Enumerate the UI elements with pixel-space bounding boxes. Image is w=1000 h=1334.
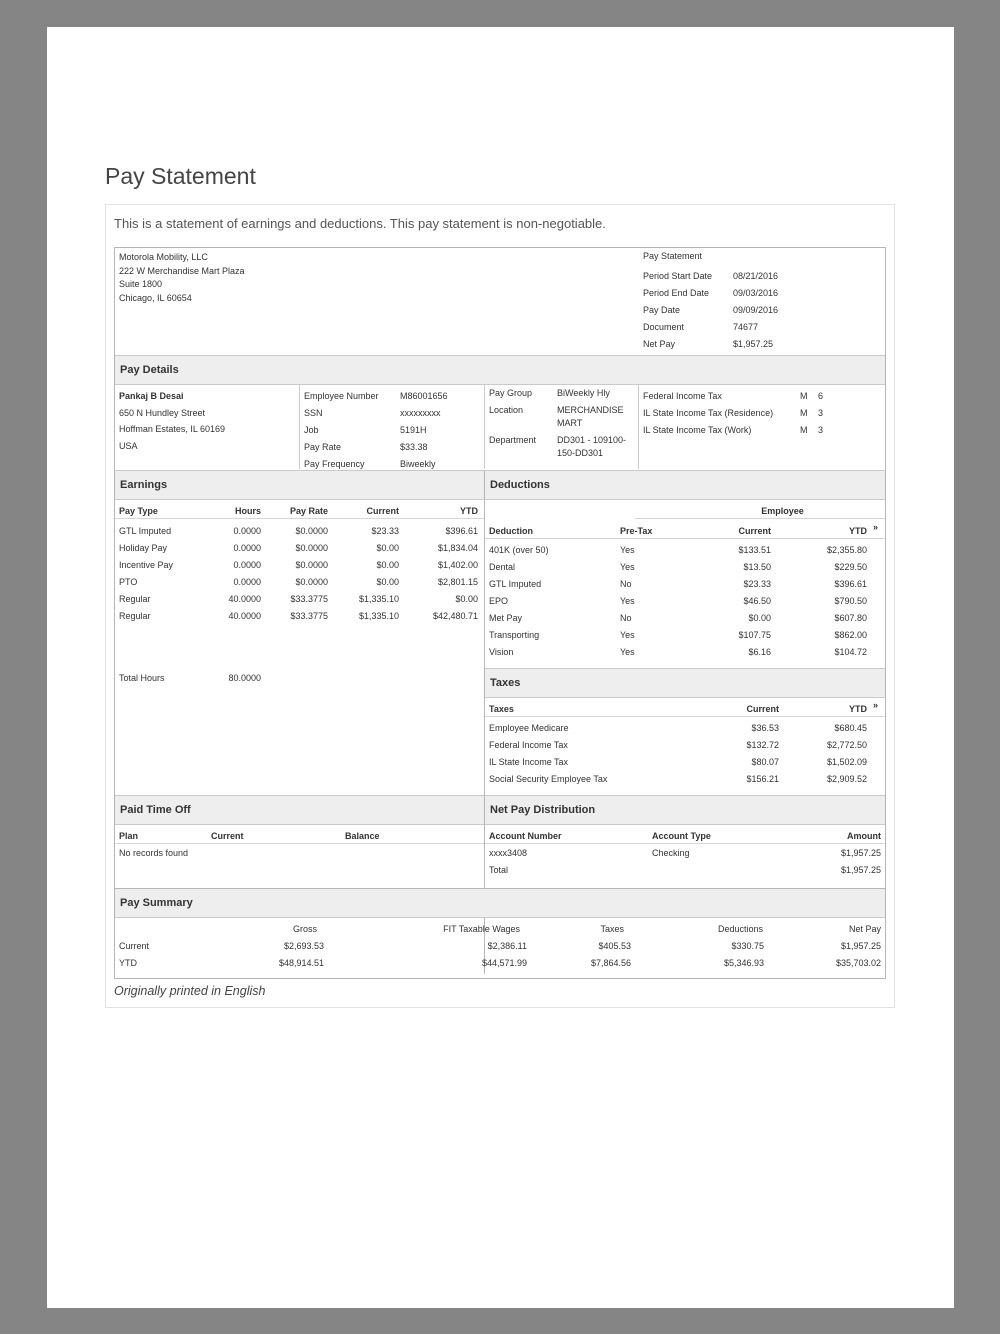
summary-col-header: FIT Taxable Wages — [443, 924, 520, 934]
employee-group-header: Employee — [761, 506, 804, 516]
hours: 0.0000 — [233, 560, 261, 570]
current: $1,335.10 — [358, 611, 399, 621]
deductions: $5,346.93 — [723, 958, 764, 968]
statement-row-label: Period End Date — [643, 288, 710, 298]
header-rule — [485, 843, 885, 844]
ytd: $104.72 — [834, 647, 867, 657]
pay-statement-page — [47, 27, 954, 1308]
employee-info-row — [304, 405, 484, 422]
tax-status — [643, 388, 843, 439]
statement-frame — [105, 204, 895, 1008]
table-row — [489, 542, 869, 559]
statement-document — [114, 247, 886, 979]
ytd: $607.80 — [834, 613, 867, 623]
footer-note: Originally printed in English — [114, 984, 266, 998]
info-value: 5191H — [400, 425, 427, 435]
table-row — [489, 720, 869, 737]
tax-status-code: M — [800, 425, 808, 435]
tax-status-row — [643, 405, 843, 422]
earnings-col-header: YTD — [460, 506, 478, 516]
deductions-col-header: Current — [738, 526, 771, 536]
paid-time-off-header: Paid Time Off — [115, 795, 484, 825]
employee-address-line: 650 N Hundley Street — [119, 407, 206, 418]
tax-status-label: IL State Income Tax (Work) — [643, 425, 752, 435]
employee-address-line: USA — [119, 440, 138, 451]
npd-total-value: $1,957.25 — [840, 865, 881, 875]
pre-tax: Yes — [620, 596, 635, 606]
tax-name: Federal Income Tax — [489, 740, 568, 750]
table-row — [489, 559, 869, 576]
pto-empty-message: No records found — [119, 848, 189, 858]
table-row — [119, 557, 480, 574]
table-row — [119, 523, 480, 540]
statement-heading: Pay Statement — [643, 251, 703, 261]
group-rule — [635, 518, 885, 519]
employee-info — [304, 388, 484, 473]
statement-row-value: 08/21/2016 — [733, 271, 779, 281]
ytd: $2,355.80 — [826, 545, 867, 555]
summary-row-label: YTD — [119, 958, 137, 968]
deduction-name: 401K (over 50) — [489, 545, 549, 555]
earnings-col-header: Pay Type — [119, 506, 158, 516]
ytd: $862.00 — [834, 630, 867, 640]
info-value: Biweekly — [400, 459, 436, 469]
account-amount: $1,957.25 — [840, 848, 881, 858]
employee-info-row — [304, 422, 484, 439]
info-label: Pay Rate — [304, 442, 342, 452]
total-hours-value: 80.0000 — [228, 673, 261, 683]
pay-type: Regular — [119, 611, 151, 621]
tax-status-count: 3 — [818, 408, 824, 418]
account-type: Checking — [652, 848, 690, 858]
tax-status-count: 6 — [818, 391, 824, 401]
pto-col-header: Current — [211, 831, 244, 841]
net-pay: $1,957.25 — [840, 941, 881, 951]
ytd: $2,909.52 — [826, 774, 867, 784]
pay-group-label: Pay Group — [489, 388, 533, 398]
taxes-col-header: YTD — [849, 704, 867, 714]
pay-summary-header: Pay Summary — [115, 888, 885, 918]
summary-row-label-spacer — [115, 921, 219, 938]
table-row — [489, 627, 869, 644]
info-label: Employee Number — [304, 391, 379, 401]
table-row — [119, 540, 480, 557]
current: $36.53 — [751, 723, 779, 733]
statement-row — [643, 285, 803, 302]
pto-col-header: Balance — [345, 831, 380, 841]
total-hours-label: Total Hours — [119, 673, 165, 683]
statement-row-value: $1,957.25 — [733, 339, 774, 349]
tax-status-code: M — [800, 391, 808, 401]
tax-status-label: IL State Income Tax (Residence) — [643, 408, 774, 418]
company-name: Motorola Mobility, LLC — [119, 252, 208, 262]
earnings-rows — [119, 523, 480, 625]
statement-row — [643, 302, 803, 319]
hours: 40.0000 — [228, 594, 261, 604]
current: $107.75 — [738, 630, 771, 640]
pay-rate: $0.0000 — [295, 526, 328, 536]
summary-header-row — [115, 921, 881, 938]
tax-status-code: M — [800, 408, 808, 418]
pre-tax: Yes — [620, 545, 635, 555]
pay-details-header: Pay Details — [115, 355, 885, 385]
header-rule — [485, 716, 885, 717]
current: $23.33 — [743, 579, 771, 589]
location-value: MERCHANDISE — [557, 405, 624, 415]
pre-tax: Yes — [620, 562, 635, 572]
tax-status-row — [643, 388, 843, 405]
statement-row — [643, 336, 803, 353]
statement-row — [643, 268, 803, 285]
pay-type: Regular — [119, 594, 151, 604]
hours: 0.0000 — [233, 543, 261, 553]
current: $0.00 — [376, 543, 399, 553]
fit-taxable-wages: $44,571.99 — [481, 958, 527, 968]
pay-group-value: BiWeekly Hly — [557, 388, 610, 398]
summary-col-header: Gross — [292, 924, 317, 934]
taxes-col-header: Taxes — [489, 704, 514, 714]
earnings-header: Earnings — [115, 470, 484, 500]
current: $13.50 — [743, 562, 771, 572]
company-address — [119, 251, 245, 305]
header-rule — [115, 518, 484, 519]
employee-name: Pankaj B Desai — [119, 391, 184, 401]
current: $133.51 — [738, 545, 771, 555]
deduction-name: Transporting — [489, 630, 540, 640]
tax-name: Employee Medicare — [489, 723, 569, 733]
table-row — [115, 938, 881, 955]
tax-name: IL State Income Tax — [489, 757, 569, 767]
department-value: 150-DD301 — [557, 448, 604, 458]
ytd: $42,480.71 — [432, 611, 478, 621]
fit-taxable-wages: $2,386.11 — [487, 941, 527, 951]
pre-tax: Yes — [620, 647, 635, 657]
taxes-header: Taxes — [485, 668, 885, 698]
ytd: $229.50 — [834, 562, 867, 572]
statement-row-label: Period Start Date — [643, 271, 713, 281]
pay-type: Holiday Pay — [119, 543, 168, 553]
deductions-header: Deductions — [484, 470, 885, 500]
header-rule — [485, 538, 885, 539]
ytd: $2,772.50 — [826, 740, 867, 750]
ytd: $680.45 — [834, 723, 867, 733]
hours: 0.0000 — [233, 526, 261, 536]
taxes: $7,864.56 — [590, 958, 631, 968]
pay-rate: $0.0000 — [295, 543, 328, 553]
summary-col-header: Net Pay — [848, 924, 881, 934]
info-value: xxxxxxxxx — [400, 408, 441, 418]
pto-col-header: Plan — [119, 831, 139, 841]
info-label: SSN — [304, 408, 323, 418]
department-value: DD301 - 109100- — [557, 435, 627, 445]
deduction-name: GTL Imputed — [489, 579, 542, 589]
current: $132.72 — [746, 740, 779, 750]
pre-tax: Yes — [620, 630, 635, 640]
pay-rate: $0.0000 — [295, 577, 328, 587]
divider — [484, 385, 485, 469]
table-row — [489, 610, 869, 627]
hours: 0.0000 — [233, 577, 261, 587]
table-row — [119, 574, 480, 591]
deduction-name: Vision — [489, 647, 514, 657]
company-address-line: 222 W Merchandise Mart Plaza — [119, 265, 245, 276]
header-rule — [115, 843, 484, 844]
taxes-rows — [489, 720, 869, 788]
deductions-rows — [489, 542, 869, 661]
tax-name: Social Security Employee Tax — [489, 774, 608, 784]
deductions-col-header: YTD — [849, 526, 867, 536]
net-pay: $35,703.02 — [835, 958, 881, 968]
info-label: Pay Frequency — [304, 459, 365, 469]
ytd: $396.61 — [834, 579, 867, 589]
hours: 40.0000 — [228, 611, 261, 621]
table-row — [489, 771, 869, 788]
divider — [638, 385, 639, 469]
statement-row-label: Net Pay — [643, 339, 676, 349]
location-label: Location — [489, 405, 524, 415]
ytd: $2,801.15 — [437, 577, 478, 587]
taxes: $405.53 — [598, 941, 631, 951]
tax-status-count: 3 — [818, 425, 824, 435]
deduction-name: EPO — [489, 596, 509, 606]
ytd: $396.61 — [445, 526, 478, 536]
intro-text: This is a statement of earnings and deductions. This pay statement is non-negotiable. — [114, 216, 606, 231]
statement-row-value: 09/03/2016 — [733, 288, 779, 298]
deductions: $330.75 — [731, 941, 764, 951]
deductions-col-header: Deduction — [489, 526, 533, 536]
statement-row — [643, 319, 803, 336]
pay-summary-table — [115, 921, 881, 972]
statement-row-label: Pay Date — [643, 305, 681, 315]
employee-address — [119, 388, 225, 454]
npd-col-header: Account Number — [489, 831, 562, 841]
pay-type: PTO — [119, 577, 138, 587]
employee-info-row — [304, 439, 484, 456]
gross: $48,914.51 — [278, 958, 324, 968]
current: $0.00 — [748, 613, 771, 623]
company-address-line: Suite 1800 — [119, 279, 163, 289]
deduction-name: Dental — [489, 562, 516, 572]
table-row — [489, 737, 869, 754]
info-value: M86001656 — [400, 391, 448, 401]
table-row — [119, 591, 480, 608]
statement-info — [643, 268, 803, 353]
earnings-col-header: Current — [366, 506, 399, 516]
table-row — [489, 644, 869, 661]
net-pay-distribution-header: Net Pay Distribution — [485, 795, 885, 825]
employee-info-row — [304, 388, 484, 405]
ytd: $790.50 — [834, 596, 867, 606]
table-row — [119, 608, 480, 625]
department-label: Department — [489, 435, 537, 445]
divider — [299, 385, 300, 469]
ytd: $0.00 — [455, 594, 478, 604]
current: $23.33 — [371, 526, 399, 536]
summary-col-header: Taxes — [600, 924, 624, 934]
pay-rate: $0.0000 — [295, 560, 328, 570]
summary-col-header: Deductions — [717, 924, 763, 934]
ytd: $1,502.09 — [826, 757, 867, 767]
company-address-line: Chicago, IL 60654 — [119, 292, 192, 303]
expand-chevron-icon[interactable]: » — [873, 522, 879, 532]
table-row — [489, 593, 869, 610]
pay-type: GTL Imputed — [119, 526, 172, 536]
current: $46.50 — [743, 596, 771, 606]
pre-tax: No — [620, 613, 632, 623]
table-row — [115, 955, 881, 972]
info-label: Job — [304, 425, 319, 435]
taxes-col-header: Current — [746, 704, 779, 714]
earnings-col-header: Hours — [234, 506, 261, 516]
account-number: xxxx3408 — [489, 848, 528, 858]
tax-status-row — [643, 422, 843, 439]
statement-row-value: 09/09/2016 — [733, 305, 779, 315]
location-value: MART — [557, 418, 583, 428]
deduction-name: Met Pay — [489, 613, 523, 623]
statement-row-value: 74677 — [733, 322, 759, 332]
current: $1,335.10 — [358, 594, 399, 604]
info-value: $33.38 — [400, 442, 428, 452]
npd-col-header: Amount — [847, 831, 881, 841]
table-row — [489, 576, 869, 593]
ytd: $1,402.00 — [437, 560, 478, 570]
current: $0.00 — [376, 560, 399, 570]
pay-type: Incentive Pay — [119, 560, 174, 570]
npd-total-label: Total — [489, 865, 509, 875]
current: $0.00 — [376, 577, 399, 587]
tax-status-label: Federal Income Tax — [643, 391, 722, 401]
current: $156.21 — [746, 774, 779, 784]
pre-tax: No — [620, 579, 632, 589]
current: $6.16 — [748, 647, 771, 657]
employee-address-line: Hoffman Estates, IL 60169 — [119, 424, 226, 434]
npd-col-header: Account Type — [652, 831, 711, 841]
expand-chevron-icon[interactable]: » — [873, 700, 879, 710]
summary-row-label: Current — [119, 941, 150, 951]
deductions-col-header: Pre-Tax — [620, 526, 653, 536]
pay-rate: $33.3775 — [290, 611, 328, 621]
table-row — [489, 754, 869, 771]
earnings-col-header: Pay Rate — [289, 506, 328, 516]
statement-row-label: Document — [643, 322, 685, 332]
gross: $2,693.53 — [283, 941, 324, 951]
ytd: $1,834.04 — [437, 543, 478, 553]
page-title: Pay Statement — [105, 163, 256, 189]
current: $80.07 — [751, 757, 779, 767]
pay-rate: $33.3775 — [290, 594, 328, 604]
